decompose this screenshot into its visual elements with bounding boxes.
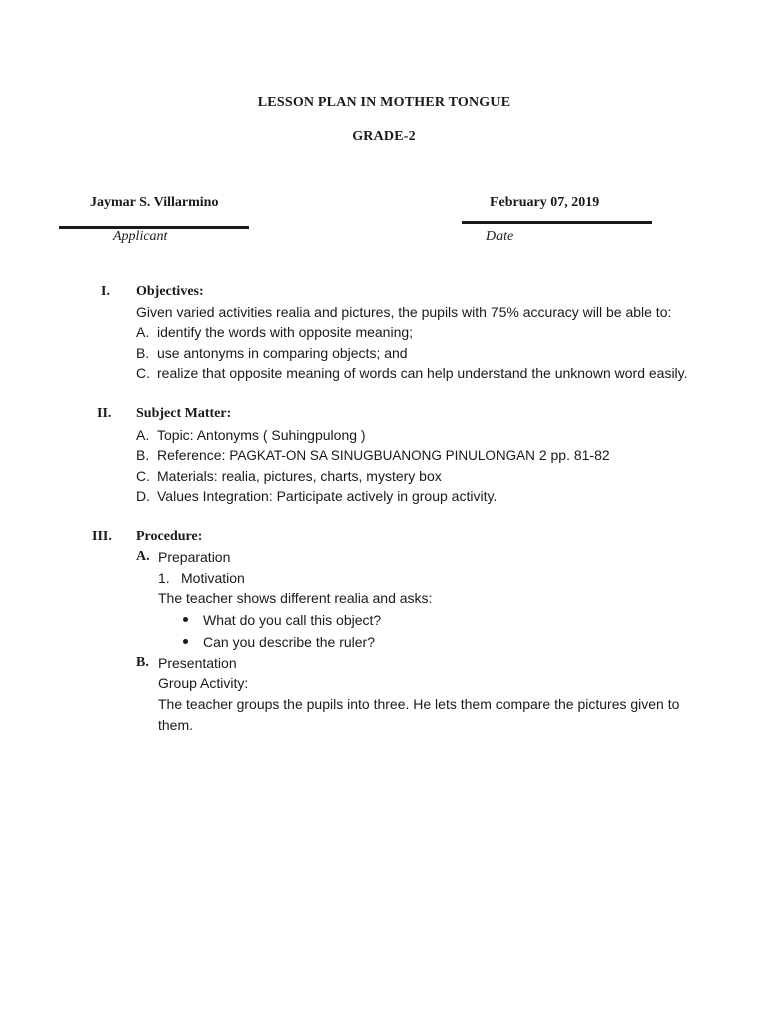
document-date: February 07, 2019 (490, 195, 600, 210)
document-title: LESSON PLAN IN MOTHER TONGUE (257, 95, 511, 110)
procedure-part-title: Presentation (158, 655, 237, 671)
date-signature-line (462, 221, 652, 224)
subject-item-materials: Materials: realia, pictures, charts, mystery box (157, 468, 442, 484)
grade-heading: GRADE-2 (352, 129, 416, 144)
section-numeral-objectives: I. (101, 284, 110, 299)
applicant-name: Jaymar S. Villarmino (90, 195, 219, 210)
reference-book-title: PAGKAT-ON SA SINUGBUANONG PINULONGAN (229, 448, 535, 463)
procedure-heading: Procedure: (136, 529, 203, 544)
objective-item: use antonyms in comparing objects; and (157, 345, 408, 361)
section-numeral-procedure: III. (92, 529, 112, 544)
applicant-caption: Applicant (113, 229, 168, 244)
objectives-heading: Objectives: (136, 284, 204, 299)
section-numeral-subject-matter: II. (97, 406, 112, 421)
bullet-icon (183, 617, 188, 622)
bullet-item: What do you call this object? (203, 612, 382, 628)
date-caption: Date (486, 229, 514, 244)
procedure-description: The teacher shows different realia and asks: (158, 590, 433, 606)
bullet-icon (183, 639, 188, 644)
objective-item: realize that opposite meaning of words can help understand the unknown word easily. (157, 365, 688, 381)
subject-letter: B. (136, 447, 150, 463)
procedure-description: them. (158, 717, 194, 733)
objective-letter: B. (136, 345, 150, 361)
subject-letter: A. (136, 427, 150, 443)
procedure-part-title: Preparation (158, 549, 231, 565)
procedure-description: The teacher groups the pupils into three. He lets them compare the pictures given to (158, 696, 680, 712)
subject-item-reference (157, 447, 610, 465)
subject-item-topic: Topic: Antonyms ( Suhingpulong ) (157, 427, 366, 443)
subject-letter: C. (136, 468, 150, 484)
reference-label: Reference: (157, 447, 230, 463)
procedure-sub-number: 1. (158, 570, 170, 586)
procedure-part-letter: A. (136, 549, 150, 564)
subject-matter-heading: Subject Matter: (136, 406, 232, 421)
reference-pages: 2 pp. 81-82 (534, 447, 610, 463)
subject-item-values: Values Integration: Participate actively in group activity. (157, 488, 498, 504)
objectives-intro: Given varied activities realia and pictures, the pupils with 75% accuracy will be able to: (136, 304, 672, 320)
procedure-part-letter: B. (136, 655, 149, 670)
procedure-sub-title: Motivation (181, 570, 245, 586)
bullet-item: Can you describe the ruler? (203, 634, 375, 650)
objective-letter: C. (136, 365, 150, 381)
procedure-sub-title: Group Activity: (158, 675, 249, 691)
objective-letter: A. (136, 324, 150, 340)
objective-item: identify the words with opposite meaning; (157, 324, 414, 340)
subject-letter: D. (136, 488, 150, 504)
